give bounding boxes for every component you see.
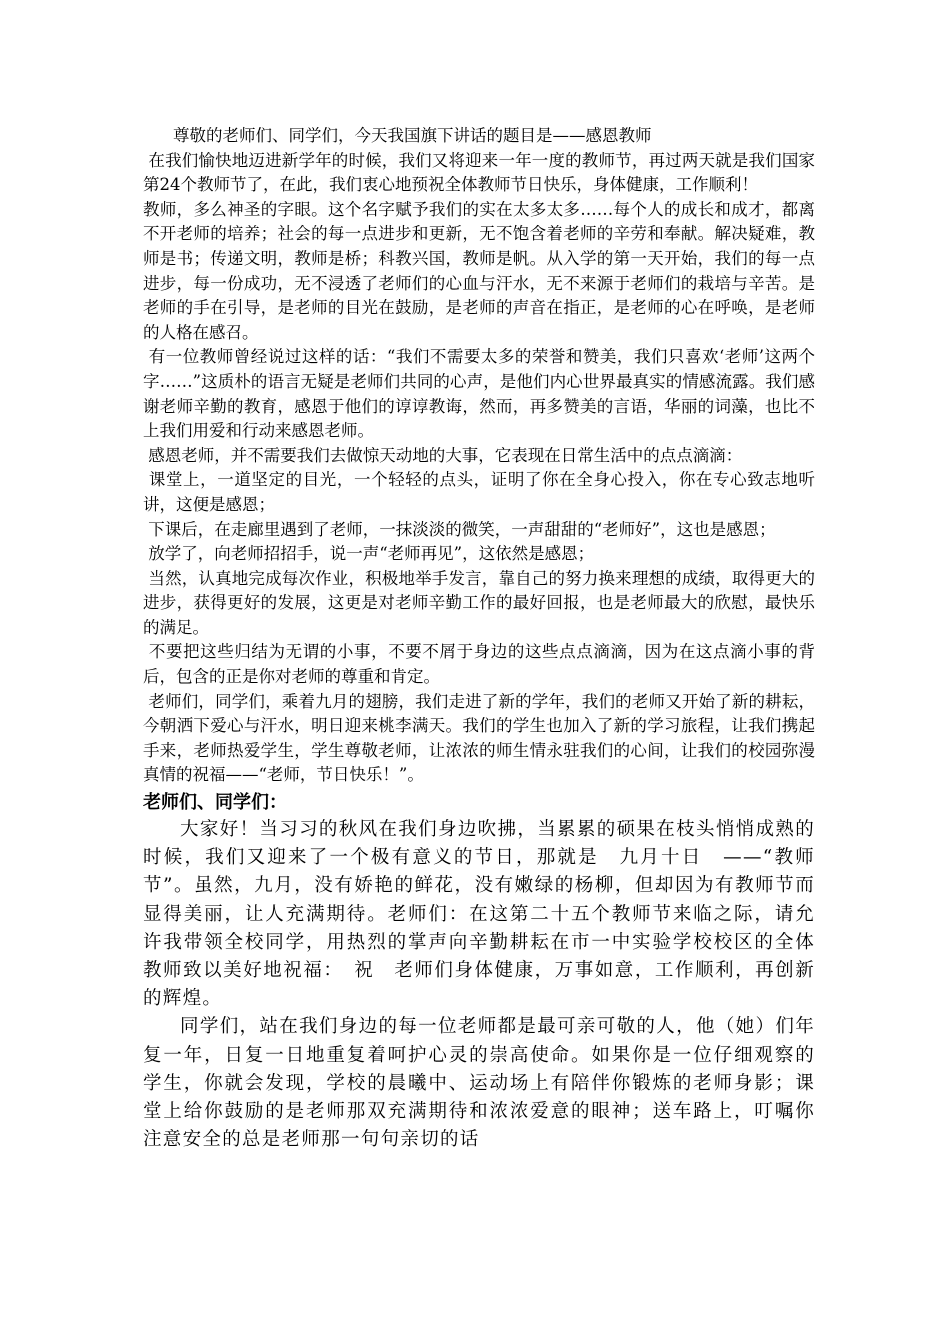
body-paragraph: 课堂上，一道坚定的目光，一个轻轻的点头，证明了你在全身心投入，你在专心致志地听讲，这便是感恩；	[143, 470, 815, 514]
body-paragraph: 放学了，向老师招招手，说一声“老师再见”，这依然是感恩；	[143, 544, 595, 564]
body-paragraph: 感恩老师，并不需要我们去做惊天动地的大事，它表现在日常生活中的点点滴滴：	[143, 445, 743, 465]
body-paragraph: 有一位教师曾经说过这样的话：“我们不需要太多的荣誉和赞美，我们只喜欢‘老师’这两个字……”这质朴的语言无疑是老师们共同的心声，是他们内心世界最真实的情感流露。我们感谢老师辛勤的教育，感恩于他们的谆谆教诲，然而，再多赞美的言语，华丽的词藻，也比不上我们用爱和行动来感恩老师。	[143, 347, 815, 441]
speech-paragraph: 同学们，站在我们身边的每一位老师都是最可亲可敬的人，他（她）们年复一年，日复一日地重复着呵护心灵的崇高使命。如果你是一位仔细观察的学生，你就会发现，学校的晨曦中、运动场上有陪伴你锻炼的老师身影；课堂上给你鼓励的是老师那双充满期待和浓浓爱意的眼神；送车路上，叮嘱你注意安全的总是老师那一句句亲切的话	[143, 1016, 815, 1151]
speech-title-line: 尊敬的老师们、同学们，今天我国旗下讲话的题目是——感恩教师	[173, 126, 652, 145]
body-paragraph: 当然，认真地完成每次作业，积极地举手发言，靠自己的努力换来理想的成绩，取得更大的进步，获得更好的发展，这更是对老师辛勤工作的最好回报，也是老师最大的欣慰，最快乐的满足。	[143, 568, 816, 637]
document-page	[143, 124, 815, 1154]
speech-paragraph: 大家好！当习习的秋风在我们身边吹拂，当累累的硕果在枝头悄悄成熟的时候，我们又迎来了一个极有意义的节日，那就是 九月十日 ——“教师节”。虽然，九月，没有娇艳的鲜花，没有嫩绿的杨柳，但却因为有教师节而显得美丽，让人充满期待。老师们：在这第二十五个教师节来临之际，请允许我带领全校同学，用热烈的掌声向辛勤耕耘在市一中实验学校校区的全体教师致以美好地祝福： 祝 老师们身体健康，万事如意，工作顺利，再创新的辉煌。	[143, 819, 815, 1010]
body-paragraph: 不要把这些归结为无谓的小事，不要不屑于身边的这些点点滴滴，因为在这点滴小事的背后，包含的正是你对老师的尊重和肯定。	[143, 642, 815, 687]
body-paragraph: 下课后，在走廊里遇到了老师，一抹淡淡的微笑，一声甜甜的“老师好”，这也是感恩；	[143, 519, 776, 539]
section-heading: 老师们、同学们：	[143, 792, 287, 814]
body-paragraph: 在我们愉快地迈进新学年的时候，我们又将迎来一年一度的教师节，再过两天就是我们国家第24个教师节了，在此，我们衷心地预祝全体教师节日快乐，身体健康，工作顺利！	[143, 150, 816, 195]
body-paragraph: 教师，多么神圣的字眼。这个名字赋予我们的实在太多太多……每个人的成长和成才，都离不开老师的培养；社会的每一点进步和更新，无不饱含着老师的辛劳和奉献。解决疑难，教师是书；传递文明，教师是桥；科教兴国，教师是帆。从入学的第一天开始，我们的每一点进步，每一份成功，无不浸透了老师们的心血与汗水，无不来源于老师们的栽培与辛苦。是老师的手在引导，是老师的目光在鼓励，是老师的声音在指正，是老师的心在呼唤，是老师的人格在感召。	[143, 199, 815, 342]
body-paragraph: 老师们，同学们，乘着九月的翅膀，我们走进了新的学年，我们的老师又开始了新的耕耘，今朝洒下爱心与汗水，明日迎来桃李满天。我们的学生也加入了新的学习旅程，让我们携起手来，老师热爱学生，学生尊敬老师，让浓浓的师生情永驻我们的心间，让我们的校园弥漫真情的祝福——“老师，节日快乐！”。	[143, 691, 816, 785]
